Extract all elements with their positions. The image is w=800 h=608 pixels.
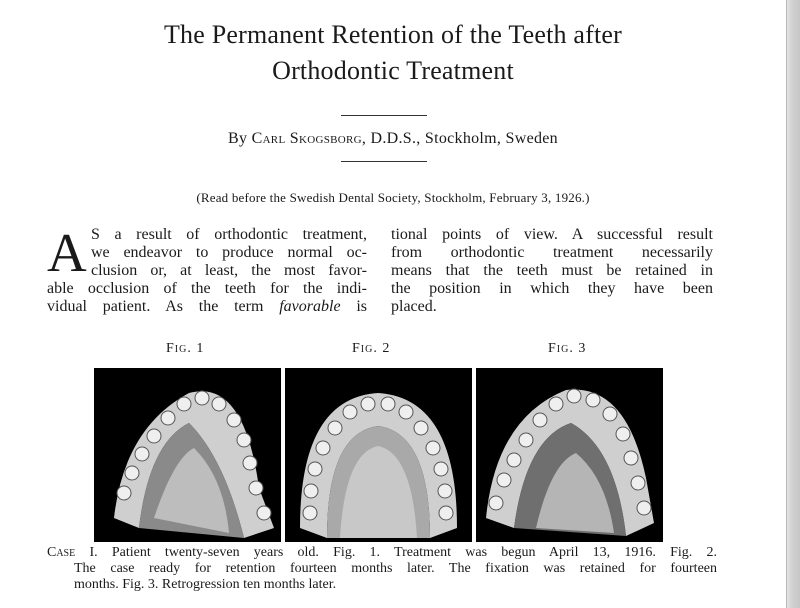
body-line: able occlusion of the teeth for the indi- [47,280,367,297]
figure-label-2: Fig. 2 [352,341,391,356]
body-line: from orthodontic treatment necessarily [391,244,713,261]
drop-cap: A [47,222,87,283]
divider-rule [341,161,427,162]
body-column-right [391,226,713,316]
body-line-last [47,298,367,316]
figure-label-3: Fig. 3 [548,341,587,356]
author-affiliation: , D.D.S., Stockholm, Sweden [361,130,558,147]
article-title-line-1: The Permanent Retention of the Teeth after [163,20,623,49]
author-name: Carl Skogsborg [251,130,362,147]
body-text: is [356,298,368,315]
caption-line-2: The case ready for retention fourteen months later. The fixation was retained for fourteen [74,561,717,576]
figure-label-1: Fig. 1 [166,341,205,356]
body-line: clusion or, at least, the most favor- [91,262,367,279]
figure-2-photo [285,368,472,542]
figure-1-photo [94,368,281,542]
body-line: means that the teeth must be retained in [391,262,713,279]
byline-prefix: By [228,130,248,147]
italic-term: favorable [279,298,341,315]
body-text: vidual patient. As the term [47,298,264,315]
body-line: S a result of orthodontic treatment, [91,226,367,243]
caption-line-3: months. Fig. 3. Retrogression ten months later. [74,577,337,592]
figure-caption [47,545,717,593]
byline [0,130,786,148]
body-column-left [47,222,368,316]
caption-text: I. Patient twenty-seven years old. Fig. 1. Treatment was begun April 13, 1916. Fig. 2. [75,545,717,560]
article-title-line-2: Orthodontic Treatment [272,56,514,85]
caption-line-1 [47,545,717,561]
dental-cast-photo-icon [94,368,281,542]
dental-cast-photo-icon [476,368,663,542]
case-label: Case [47,545,76,560]
read-before-note: (Read before the Swedish Dental Society, Stockholm, February 3, 1926.) [196,190,590,205]
body-line: placed. [391,298,437,315]
page-edge-shadow [786,0,800,608]
body-line: the position in which they have been [391,280,713,297]
body-line: tional points of view. A successful result [391,226,713,243]
body-line: we endeavor to produce normal oc- [91,244,367,261]
figure-3-photo [476,368,663,542]
dental-cast-photo-icon [285,368,472,542]
divider-rule [341,115,427,116]
